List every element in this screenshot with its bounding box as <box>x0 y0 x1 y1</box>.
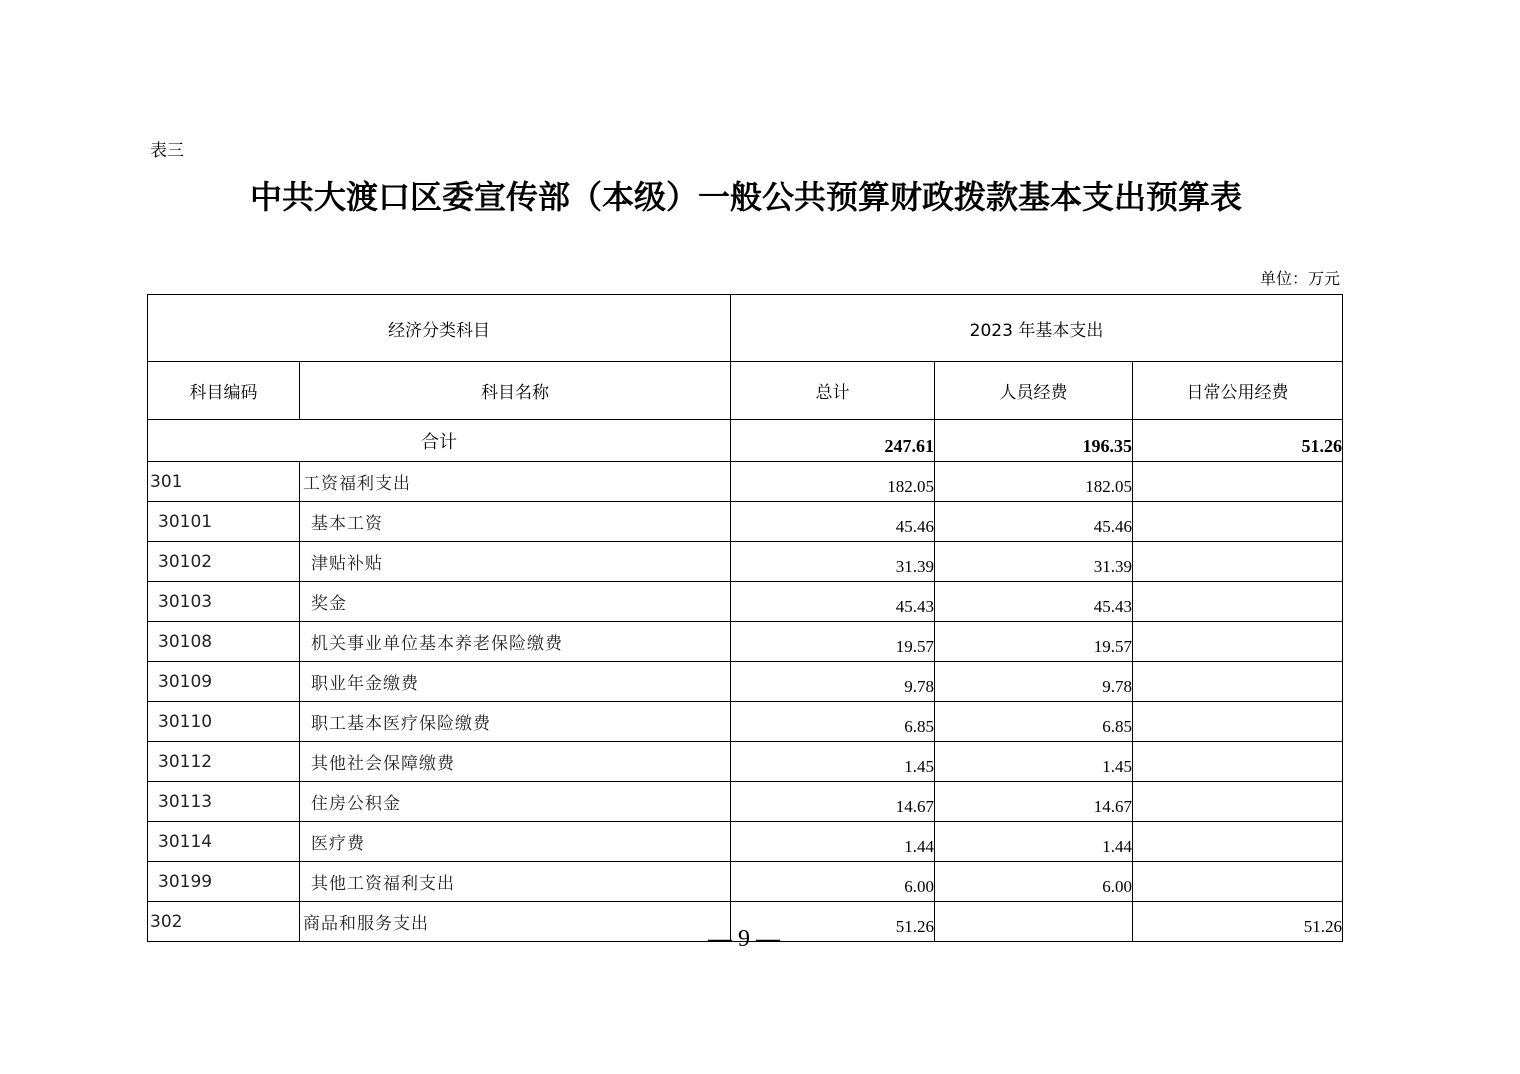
code-cell: 30103 <box>148 582 300 622</box>
total-row <box>148 420 1343 462</box>
total-cell: 1.44 <box>731 822 935 862</box>
total-label: 合计 <box>148 420 731 462</box>
name-cell: 医疗费 <box>300 822 731 862</box>
name-cell: 其他工资福利支出 <box>300 862 731 902</box>
table-row <box>148 702 1343 742</box>
personnel-cell: 182.05 <box>935 462 1133 502</box>
table-row <box>148 582 1343 622</box>
total-cell: 1.45 <box>731 742 935 782</box>
table-row <box>148 462 1343 502</box>
table-row <box>148 822 1343 862</box>
personnel-cell: 45.46 <box>935 502 1133 542</box>
public-cell <box>1133 542 1343 582</box>
personnel-cell: 19.57 <box>935 622 1133 662</box>
total-cell: 51.26 <box>731 902 935 942</box>
personnel-cell: 1.45 <box>935 742 1133 782</box>
header-personnel: 人员经费 <box>935 362 1133 420</box>
code-cell: 30102 <box>148 542 300 582</box>
code-cell: 30101 <box>148 502 300 542</box>
total-cell: 6.00 <box>731 862 935 902</box>
header-code: 科目编码 <box>148 362 300 420</box>
page-number: — 9 — <box>708 926 780 952</box>
personnel-cell: 6.00 <box>935 862 1133 902</box>
total-amount: 247.61 <box>731 420 935 462</box>
header-name: 科目名称 <box>300 362 731 420</box>
header-total: 总计 <box>731 362 935 420</box>
table-row <box>148 782 1343 822</box>
name-cell: 职工基本医疗保险缴费 <box>300 702 731 742</box>
code-cell: 30109 <box>148 662 300 702</box>
name-cell: 工资福利支出 <box>300 462 731 502</box>
name-cell: 津贴补贴 <box>300 542 731 582</box>
table-row <box>148 742 1343 782</box>
code-cell: 30114 <box>148 822 300 862</box>
header-economic-category: 经济分类科目 <box>148 295 731 362</box>
header-row-group <box>148 295 1343 362</box>
header-row-columns <box>148 362 1343 420</box>
name-cell: 奖金 <box>300 582 731 622</box>
code-cell: 30199 <box>148 862 300 902</box>
public-cell <box>1133 502 1343 542</box>
total-cell: 9.78 <box>731 662 935 702</box>
personnel-cell: 31.39 <box>935 542 1133 582</box>
name-cell: 商品和服务支出 <box>300 902 731 942</box>
header-basic-expenditure: 2023 年基本支出 <box>731 295 1343 362</box>
public-cell <box>1133 622 1343 662</box>
table-row <box>148 622 1343 662</box>
table-row <box>148 862 1343 902</box>
total-cell: 45.46 <box>731 502 935 542</box>
table-row <box>148 662 1343 702</box>
public-cell <box>1133 822 1343 862</box>
header-public: 日常公用经费 <box>1133 362 1343 420</box>
code-cell: 30108 <box>148 622 300 662</box>
total-cell: 14.67 <box>731 782 935 822</box>
total-cell: 182.05 <box>731 462 935 502</box>
public-cell <box>1133 862 1343 902</box>
personnel-cell: 9.78 <box>935 662 1133 702</box>
public-cell: 51.26 <box>1133 902 1343 942</box>
table-row <box>148 542 1343 582</box>
personnel-cell: 1.44 <box>935 822 1133 862</box>
personnel-cell: 6.85 <box>935 702 1133 742</box>
table-number-label: 表三 <box>150 141 184 161</box>
table-body <box>148 295 1343 942</box>
name-cell: 基本工资 <box>300 502 731 542</box>
budget-table <box>147 294 1343 942</box>
code-cell: 30113 <box>148 782 300 822</box>
code-cell: 30110 <box>148 702 300 742</box>
public-cell <box>1133 462 1343 502</box>
code-cell: 302 <box>148 902 300 942</box>
total-cell: 45.43 <box>731 582 935 622</box>
total-public: 51.26 <box>1133 420 1343 462</box>
total-cell: 6.85 <box>731 702 935 742</box>
document-title: 中共大渡口区委宣传部（本级）一般公共预算财政拨款基本支出预算表 <box>249 178 1242 216</box>
public-cell <box>1133 662 1343 702</box>
public-cell <box>1133 582 1343 622</box>
personnel-cell: 45.43 <box>935 582 1133 622</box>
code-cell: 301 <box>148 462 300 502</box>
name-cell: 其他社会保障缴费 <box>300 742 731 782</box>
name-cell: 职业年金缴费 <box>300 662 731 702</box>
public-cell <box>1133 702 1343 742</box>
public-cell <box>1133 782 1343 822</box>
total-cell: 31.39 <box>731 542 935 582</box>
public-cell <box>1133 742 1343 782</box>
name-cell: 住房公积金 <box>300 782 731 822</box>
unit-label: 单位：万元 <box>1259 269 1340 288</box>
table-row <box>148 502 1343 542</box>
total-cell: 19.57 <box>731 622 935 662</box>
name-cell: 机关事业单位基本养老保险缴费 <box>300 622 731 662</box>
total-personnel: 196.35 <box>935 420 1133 462</box>
personnel-cell: 14.67 <box>935 782 1133 822</box>
code-cell: 30112 <box>148 742 300 782</box>
